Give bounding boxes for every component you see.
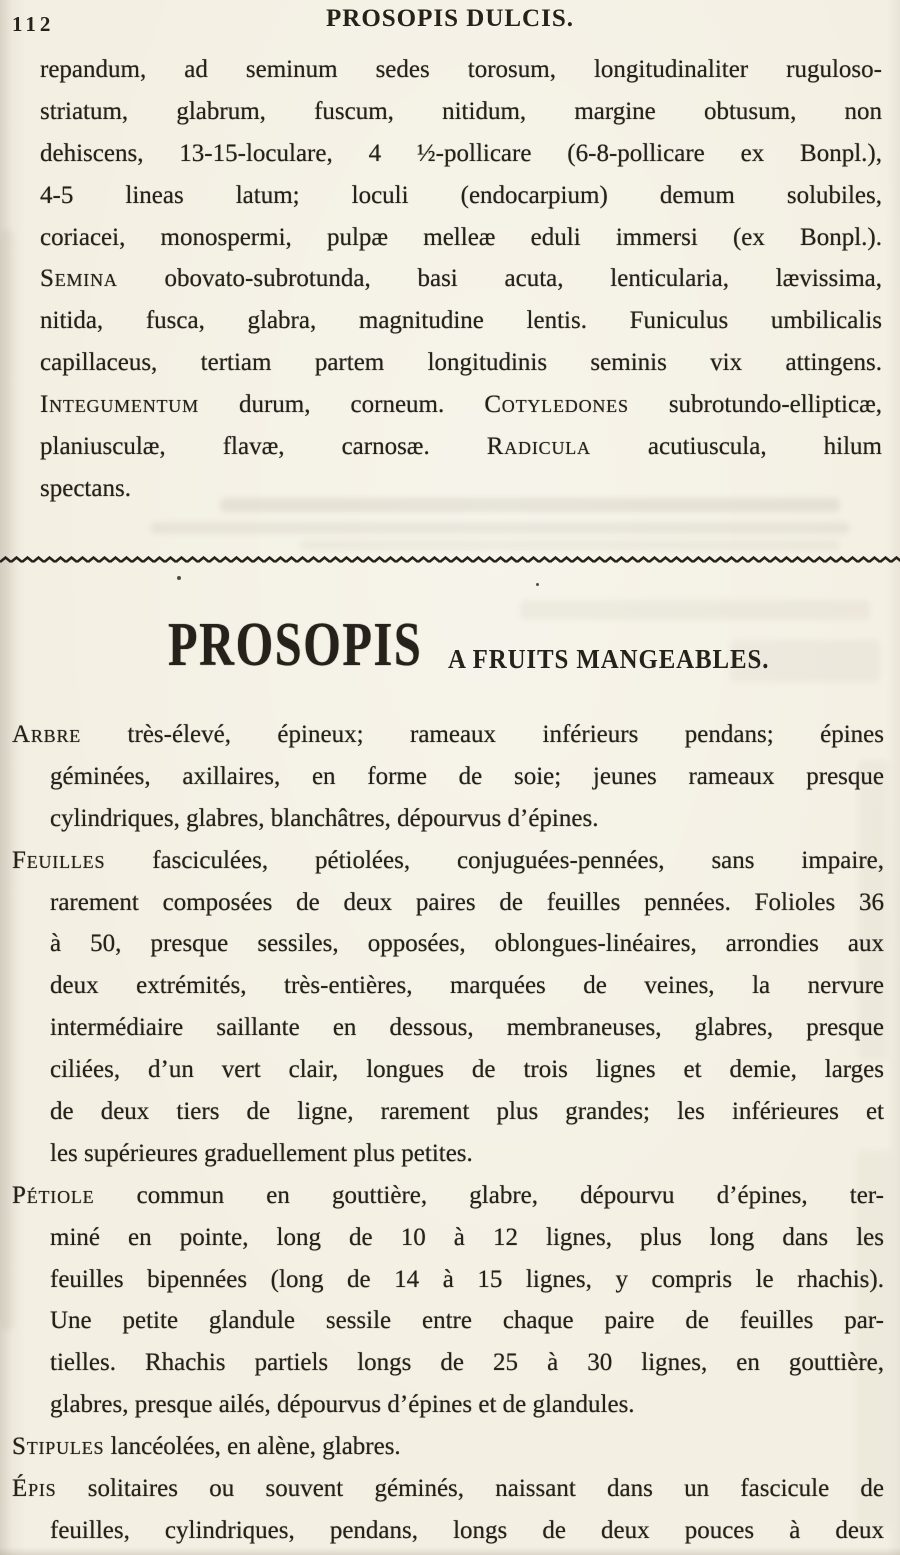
text-line [50,1342,884,1384]
text-line [12,1468,884,1510]
line-text: de deux tiers de ligne, rarement plus grandes; les inférieures et [50,1098,884,1126]
text-line [40,426,882,468]
small-caps-term: Stipules [12,1433,105,1461]
ink-speck [177,576,181,580]
line-text: Une petite glandule sessile entre chaque paire de feuilles par- [50,1307,884,1335]
line-text: glabres, presque ailés, dépourvus d’épines et de glandules. [50,1391,635,1419]
bleed-through-smudge [520,600,870,620]
line-text: fasciculées, pétiolées, conjuguées-pennées, sans impaire, [105,846,884,874]
line-text: solitaires ou souvent géminés, naissant dans un fascicule de [56,1475,884,1503]
latin-description-block [40,49,882,510]
line-text: à 50, presque sessiles, opposées, oblongues-linéaires, arrondies aux [50,930,884,958]
small-caps-term: Feuilles [12,846,106,874]
text-line [12,1175,884,1217]
line-text: repandum, ad seminum sedes torosum, longitudinaliter ruguloso- [40,56,882,83]
small-caps-term: Semina [40,265,118,293]
line-text: durum, corneum. [198,391,485,419]
text-line [50,756,884,798]
text-line [50,798,884,840]
text-line [40,91,882,133]
french-description-block [12,714,884,1552]
small-caps-term: Épis [12,1475,57,1503]
text-line [40,175,882,217]
text-line [12,840,884,882]
line-text: deux extrémités, très-entières, marquées de veines, la nervure [50,972,884,1000]
running-title: PROSOPIS DULCIS. [326,5,574,32]
small-caps-term: Pétiole [12,1181,95,1209]
text-line [40,384,882,426]
line-text: très-élevé, épineux; rameaux inférieurs pendans; épines [81,721,884,748]
line-text: spectans. [40,474,131,502]
text-line [50,1217,884,1259]
bleed-through-smudge [300,540,840,550]
line-text: subrotundo-ellipticæ, [628,391,882,419]
text-line [40,133,882,175]
small-caps-term: Cotyledones [484,391,629,419]
small-caps-term: Integumentum [40,391,199,419]
text-line [50,1091,884,1133]
line-text: rarement composées de deux paires de feuilles pennées. Folioles 36 [50,888,884,916]
text-line [12,714,884,756]
line-text: lancéolées, en alène, glabres. [104,1433,401,1461]
line-text: coriacei, monospermi, pulpæ melleæ eduli immersi (ex Bonpl.). [40,223,882,251]
text-line [50,1300,884,1342]
text-line [40,49,882,91]
line-text: dehiscens, 13-15-loculare, 4 ½-pollicare (6-8-pollicare ex Bonpl.), [40,139,882,167]
line-text: feuilles bipennées (long de 14 à 15 lignes, y compris le rhachis). [50,1265,884,1293]
text-line [50,923,884,965]
line-text: striatum, glabrum, fuscum, nitidum, margine obtusum, non [40,97,882,125]
line-text: cylindriques, glabres, blanchâtres, dépourvus d’épines. [50,804,599,832]
line-text: tielles. Rhachis partiels longs de 25 à 30 lignes, en gouttière, [50,1349,884,1377]
small-caps-term: Arbre [12,721,82,748]
line-text: commun en gouttière, glabre, dépourvu d’épines, ter- [94,1181,884,1209]
text-line [40,468,882,510]
text-line [40,217,882,259]
text-line [50,1133,884,1175]
page-number: 112 [12,12,55,36]
line-text: capillaceus, tertiam partem longitudinis seminis vix attingens. [40,349,882,377]
genus-title: PROSOPIS [168,611,423,679]
text-line [50,1259,884,1301]
line-text: géminées, axillaires, en forme de soie; jeunes rameaux presque [50,762,884,790]
line-text: planiusculæ, flavæ, carnosæ. [40,433,487,461]
line-text: nitida, fusca, glabra, magnitudine lentis. Funiculus umbilicalis [40,307,882,335]
ink-speck [536,583,539,586]
text-line [40,300,882,342]
line-text: intermédiaire saillante en dessous, membraneuses, glabres, presque [50,1014,884,1042]
text-line [40,342,882,384]
line-text: acutiuscula, hilum [590,433,882,461]
text-line [50,1049,884,1091]
text-line [40,258,882,300]
line-text: obovato-subrotunda, basi acuta, lenticularia, lævissima, [117,265,882,293]
zigzag-divider [0,552,900,562]
genus-subtitle: A FRUITS MANGEABLES. [448,644,770,674]
line-text: miné en pointe, long de 10 à 12 lignes, plus long dans les [50,1223,884,1251]
line-text: ciliées, d’un vert clair, longues de trois lignes et demie, larges [50,1056,884,1084]
line-text: 4-5 lineas latum; loculi (endocarpium) demum solubiles, [40,181,882,209]
small-caps-term: Radicula [486,433,591,461]
bleed-through-smudge [150,522,850,534]
text-line [50,965,884,1007]
text-line [50,1510,884,1552]
text-line [12,1426,884,1468]
line-text: les supérieures graduellement plus petites. [50,1139,473,1167]
text-line [50,1384,884,1426]
text-line [50,882,884,924]
line-text: feuilles, cylindriques, pendans, longs de deux pouces à deux [50,1516,884,1544]
text-line [50,1007,884,1049]
